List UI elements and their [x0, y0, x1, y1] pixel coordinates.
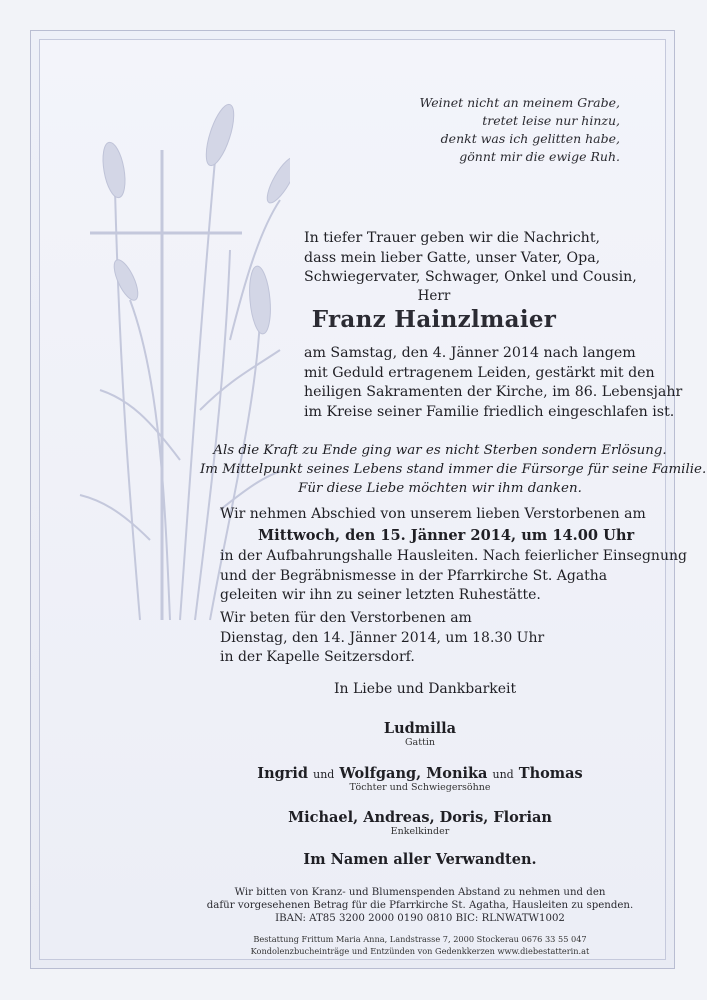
poem-line: gönnt mir die ewige Ruh.: [459, 149, 620, 164]
intro-line: In tiefer Trauer geben wir die Nachricht,: [304, 230, 601, 246]
quote-line: Für diese Liebe möchten wir ihm danken.: [298, 481, 582, 496]
poem: [300, 94, 620, 166]
children: [150, 765, 690, 793]
conjunction: und: [492, 768, 514, 781]
donation-line: dafür vorgesehenen Betrag für die Pfarrkirche St. Agatha, Hausleiten zu spenden.: [206, 900, 634, 911]
poem-line: Weinet nicht an meinem Grabe,: [419, 95, 620, 110]
funeral-line: und der Begräbnismesse in der Pfarrkirche St. Agatha: [220, 567, 608, 584]
death-line: heiligen Sakramenten der Kirche, im 86. Lebensjahr: [304, 384, 683, 400]
children-role: Töchter und Schwiegersöhne: [349, 782, 491, 793]
deceased-name: Franz Hainzlmaier: [311, 306, 557, 333]
grandchildren: [150, 809, 690, 837]
intro-text: [304, 229, 637, 288]
child-name: Thomas: [518, 765, 583, 782]
death-line: im Kreise seiner Familie friedlich eingeschlafen ist.: [304, 403, 675, 420]
funeral-line: geleiten wir ihn zu seiner letzten Ruhestätte.: [220, 587, 541, 603]
funeral-date: Mittwoch, den 15. Jänner 2014, um 14.00 Uhr: [258, 527, 635, 544]
intro-line: Schwiegervater, Schwager, Onkel und Cousin,: [304, 269, 637, 285]
child-name: Wolfgang, Monika: [339, 765, 488, 782]
poem-line: denkt was ich gelitten habe,: [440, 131, 620, 146]
prayer-text: [220, 609, 544, 668]
funeral-text: [220, 547, 687, 606]
quote-line: Im Mittelpunkt seines Lebens stand immer die Fürsorge für seine Familie.: [200, 462, 707, 477]
wife-name: Ludmilla: [383, 720, 457, 737]
quote: [200, 441, 707, 498]
salutation: Herr: [417, 288, 451, 304]
wife: [150, 720, 690, 748]
prayer-line: in der Kapelle Seitzersdorf.: [220, 649, 415, 665]
quote-line: Als die Kraft zu Ende ging war es nicht Sterben sondern Erlösung.: [213, 443, 667, 458]
grandchildren-role: Enkelkinder: [390, 826, 450, 837]
donation-line: IBAN: AT85 3200 2000 0190 0810 BIC: RLNWATW1002: [275, 913, 565, 924]
death-line: am Samstag, den 4. Jänner 2014 nach langem: [304, 345, 636, 361]
footer-line: Bestattung Frittum Maria Anna, Landstrasse 7, 2000 Stockerau 0676 33 55 047: [253, 934, 587, 944]
relatives: Im Namen aller Verwandten.: [303, 851, 537, 868]
grandchildren-names: Michael, Andreas, Doris, Florian: [288, 809, 552, 826]
donation-note: [150, 886, 690, 925]
poem-line: tretet leise nur hinzu,: [482, 113, 620, 128]
closing: In Liebe und Dankbarkeit: [334, 681, 517, 697]
footer: [150, 934, 690, 957]
intro-line: dass mein lieber Gatte, unser Vater, Opa,: [304, 249, 601, 266]
donation-line: Wir bitten von Kranz- und Blumenspenden Abstand zu nehmen und den: [234, 887, 606, 898]
child-name: Ingrid: [257, 765, 309, 782]
death-text: [304, 344, 682, 422]
conjunction: und: [313, 768, 335, 781]
footer-line: Kondolenzbucheinträge und Entzünden von Gedenkkerzen www.diebestatterin.at: [250, 945, 590, 956]
farewell-intro: Wir nehmen Abschied von unserem lieben Verstorbenen am: [220, 506, 646, 522]
funeral-line: in der Aufbahrungshalle Hausleiten. Nach feierlicher Einsegnung: [220, 548, 687, 564]
prayer-line: Wir beten für den Verstorbenen am: [220, 610, 472, 626]
wife-role: Gattin: [404, 737, 436, 748]
prayer-line: Dienstag, den 14. Jänner 2014, um 18.30 Uhr: [220, 629, 545, 646]
death-line: mit Geduld ertragenem Leiden, gestärkt mit den: [304, 364, 655, 381]
